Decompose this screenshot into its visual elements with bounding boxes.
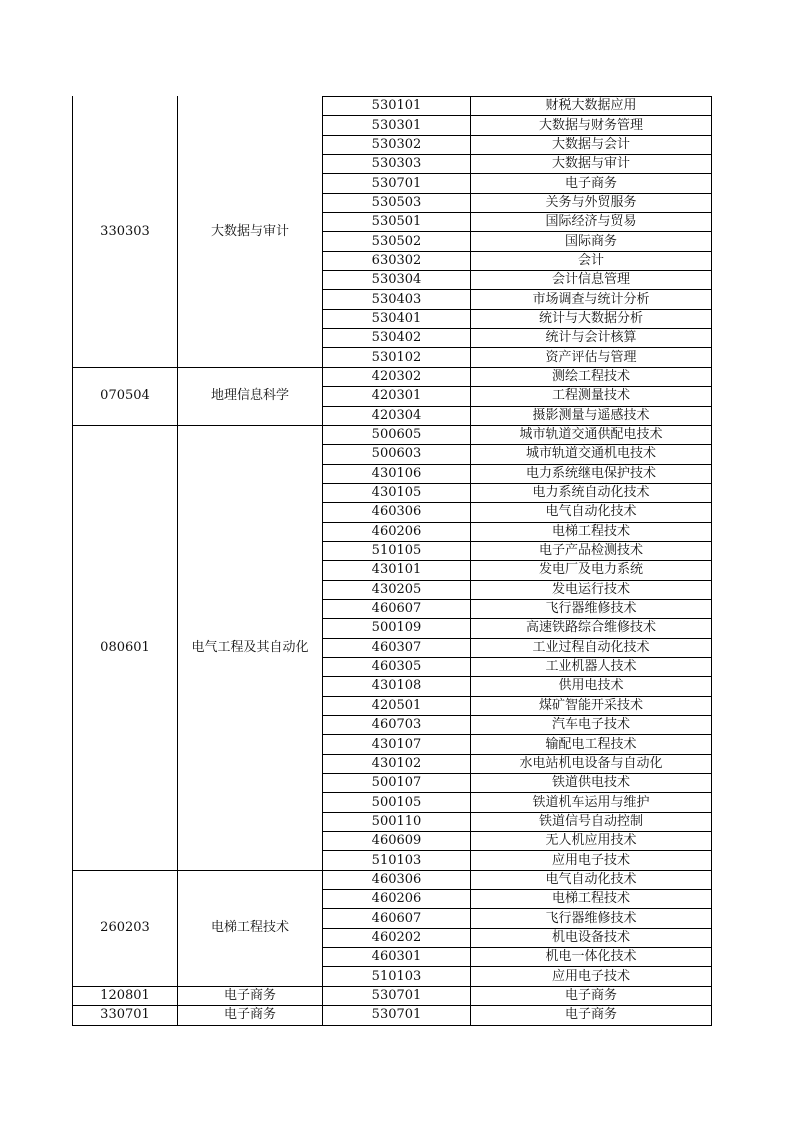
vocational-name-cell: 电力系统继电保护技术 [471, 464, 712, 483]
vocational-name-cell: 机电一体化技术 [471, 948, 712, 967]
vocational-code-cell: 500110 [323, 812, 471, 831]
vocational-name-cell: 电梯工程技术 [471, 522, 712, 541]
vocational-code-cell: 430101 [323, 561, 471, 580]
table-row [73, 367, 712, 386]
vocational-name-cell: 电力系统自动化技术 [471, 483, 712, 502]
vocational-code-cell: 430106 [323, 464, 471, 483]
vocational-code-cell: 430108 [323, 677, 471, 696]
vocational-name-cell: 飞行器维修技术 [471, 909, 712, 928]
vocational-name-cell: 城市轨道交通机电技术 [471, 445, 712, 464]
vocational-name-cell: 发电运行技术 [471, 580, 712, 599]
vocational-name-cell: 关务与外贸服务 [471, 193, 712, 212]
vocational-name-cell: 汽车电子技术 [471, 716, 712, 735]
undergrad-name-cell: 地理信息科学 [178, 367, 323, 425]
vocational-name-cell: 应用电子技术 [471, 967, 712, 986]
vocational-code-cell: 460306 [323, 870, 471, 889]
vocational-name-cell: 水电站机电设备与自动化 [471, 754, 712, 773]
table-row [73, 1006, 712, 1025]
vocational-name-cell: 大数据与会计 [471, 135, 712, 154]
vocational-code-cell: 460305 [323, 657, 471, 676]
vocational-code-cell: 630302 [323, 251, 471, 270]
undergrad-name-cell: 电梯工程技术 [178, 870, 323, 986]
vocational-code-cell: 420304 [323, 406, 471, 425]
vocational-code-cell: 500603 [323, 445, 471, 464]
vocational-name-cell: 国际商务 [471, 232, 712, 251]
undergrad-code-cell: 080601 [73, 425, 178, 870]
vocational-code-cell: 460306 [323, 503, 471, 522]
vocational-name-cell: 国际经济与贸易 [471, 213, 712, 232]
vocational-code-cell: 460301 [323, 948, 471, 967]
vocational-code-cell: 510103 [323, 967, 471, 986]
vocational-name-cell: 电子商务 [471, 1006, 712, 1025]
undergrad-name-cell: 电子商务 [178, 986, 323, 1005]
vocational-name-cell: 应用电子技术 [471, 851, 712, 870]
vocational-code-cell: 500109 [323, 619, 471, 638]
vocational-name-cell: 电子产品检测技术 [471, 541, 712, 560]
vocational-code-cell: 420301 [323, 387, 471, 406]
vocational-name-cell: 大数据与审计 [471, 155, 712, 174]
vocational-name-cell: 电气自动化技术 [471, 870, 712, 889]
table-body [73, 97, 712, 1026]
undergrad-name-cell: 电子商务 [178, 1006, 323, 1025]
vocational-code-cell: 460307 [323, 638, 471, 657]
vocational-code-cell: 530403 [323, 290, 471, 309]
table-row [73, 97, 712, 116]
undergrad-name-cell: 大数据与审计 [178, 97, 323, 368]
vocational-name-cell: 电子商务 [471, 986, 712, 1005]
vocational-code-cell: 500107 [323, 774, 471, 793]
vocational-name-cell: 财税大数据应用 [471, 97, 712, 116]
vocational-name-cell: 高速铁路综合维修技术 [471, 619, 712, 638]
vocational-code-cell: 530501 [323, 213, 471, 232]
vocational-code-cell: 460206 [323, 522, 471, 541]
vocational-code-cell: 530701 [323, 1006, 471, 1025]
undergrad-code-cell: 330701 [73, 1006, 178, 1025]
vocational-name-cell: 工业机器人技术 [471, 657, 712, 676]
vocational-name-cell: 大数据与财务管理 [471, 116, 712, 135]
table-row [73, 425, 712, 444]
vocational-code-cell: 460609 [323, 832, 471, 851]
vocational-name-cell: 无人机应用技术 [471, 832, 712, 851]
vocational-name-cell: 机电设备技术 [471, 928, 712, 947]
vocational-name-cell: 发电厂及电力系统 [471, 561, 712, 580]
vocational-name-cell: 铁道信号自动控制 [471, 812, 712, 831]
vocational-code-cell: 530102 [323, 348, 471, 367]
vocational-name-cell: 测绘工程技术 [471, 367, 712, 386]
vocational-name-cell: 市场调查与统计分析 [471, 290, 712, 309]
vocational-name-cell: 铁道机车运用与维护 [471, 793, 712, 812]
vocational-name-cell: 城市轨道交通供配电技术 [471, 425, 712, 444]
vocational-code-cell: 460206 [323, 890, 471, 909]
vocational-code-cell: 530701 [323, 986, 471, 1005]
vocational-code-cell: 420302 [323, 367, 471, 386]
undergrad-code-cell: 120801 [73, 986, 178, 1005]
vocational-name-cell: 资产评估与管理 [471, 348, 712, 367]
table-row [73, 870, 712, 889]
vocational-name-cell: 会计信息管理 [471, 271, 712, 290]
vocational-name-cell: 电子商务 [471, 174, 712, 193]
vocational-code-cell: 530304 [323, 271, 471, 290]
vocational-name-cell: 电梯工程技术 [471, 890, 712, 909]
vocational-name-cell: 工业过程自动化技术 [471, 638, 712, 657]
vocational-code-cell: 530502 [323, 232, 471, 251]
undergrad-code-cell: 330303 [73, 97, 178, 368]
vocational-code-cell: 530303 [323, 155, 471, 174]
vocational-code-cell: 510105 [323, 541, 471, 560]
vocational-code-cell: 430205 [323, 580, 471, 599]
vocational-code-cell: 530701 [323, 174, 471, 193]
vocational-name-cell: 工程测量技术 [471, 387, 712, 406]
vocational-code-cell: 530301 [323, 116, 471, 135]
vocational-code-cell: 460607 [323, 599, 471, 618]
undergrad-name-cell: 电气工程及其自动化 [178, 425, 323, 870]
vocational-name-cell: 摄影测量与遥感技术 [471, 406, 712, 425]
vocational-code-cell: 530401 [323, 309, 471, 328]
vocational-name-cell: 铁道供电技术 [471, 774, 712, 793]
undergrad-code-cell: 070504 [73, 367, 178, 425]
vocational-name-cell: 输配电工程技术 [471, 735, 712, 754]
vocational-name-cell: 煤矿智能开采技术 [471, 696, 712, 715]
vocational-name-cell: 供用电技术 [471, 677, 712, 696]
major-mapping-table [72, 96, 712, 1026]
undergrad-code-cell: 260203 [73, 870, 178, 986]
vocational-code-cell: 460607 [323, 909, 471, 928]
vocational-name-cell: 统计与会计核算 [471, 329, 712, 348]
vocational-code-cell: 500105 [323, 793, 471, 812]
vocational-code-cell: 420501 [323, 696, 471, 715]
vocational-code-cell: 530503 [323, 193, 471, 212]
vocational-code-cell: 460202 [323, 928, 471, 947]
vocational-code-cell: 430102 [323, 754, 471, 773]
vocational-code-cell: 530402 [323, 329, 471, 348]
table-row [73, 986, 712, 1005]
vocational-code-cell: 430107 [323, 735, 471, 754]
vocational-name-cell: 飞行器维修技术 [471, 599, 712, 618]
vocational-code-cell: 500605 [323, 425, 471, 444]
vocational-name-cell: 会计 [471, 251, 712, 270]
vocational-code-cell: 460703 [323, 716, 471, 735]
vocational-code-cell: 430105 [323, 483, 471, 502]
vocational-code-cell: 510103 [323, 851, 471, 870]
vocational-name-cell: 电气自动化技术 [471, 503, 712, 522]
vocational-code-cell: 530101 [323, 97, 471, 116]
vocational-name-cell: 统计与大数据分析 [471, 309, 712, 328]
vocational-code-cell: 530302 [323, 135, 471, 154]
